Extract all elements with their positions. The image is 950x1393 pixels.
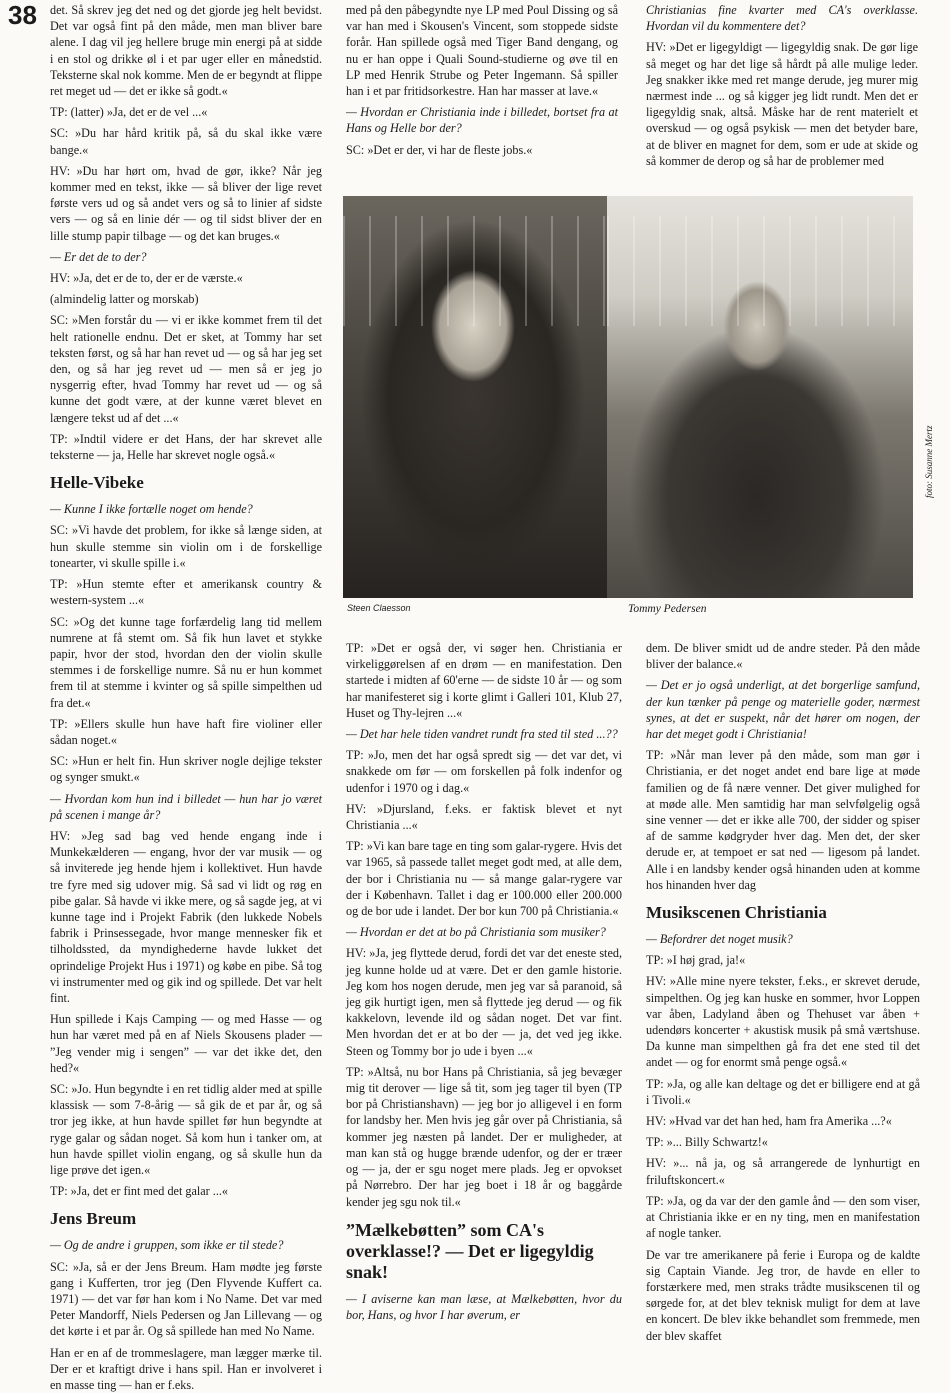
interviewer-question: — Hvordan er Christiania inde i billedet, bortset fra at Hans og Helle bor der?: [346, 105, 618, 136]
paragraph: TP: »Når man lever på den måde, som man gør i Christiania, er det noget andet end bare lige at møde familien og de få nære venner. Det giver mulighed for at møde alle. Men samtidig har man selvfølgelig også sine venner — det er ikke alle 700, der sidder og spiser af de samme kødgryder hver dag. Men det, der sker derude er, at tempoet er sat ned — ligesom på landet. Alle i en landsby kender også hinanden uden at komme hos hinanden hver dag: [646, 748, 920, 892]
paragraph: TP: »Vi kan bare tage en ting som galar-rygere. Hvis det var 1965, så passede tallet meget godt med, at alle dem, der bor i Christiania nu — så mange galar-rygere var der i København. Tallet i dag er 100.000 eller 200.000 og de bor ude i landet. Der bor kun 700 på Christiania.«: [346, 839, 622, 919]
paragraph: TP: (latter) »Ja, det er de vel ...«: [50, 105, 208, 120]
paragraph: HV: »Det er ligegyldigt — ligegyldig snak. De gør lige så meget og har det lige så hårdt på alle mulige leder. Jeg snakker ikke med ret mange derude, jeg murer mig nærmest inde ... og så kigger jeg lidt rundt. Men det er ligegyldig snak, altså. Måske har de rent materielt et overskud — og også psykisk — men det betyder bare, at de bliver en magnet for dem, som er ude at skide og så kommer de derop og så har de problemer med: [646, 40, 918, 168]
photo-background: [607, 216, 913, 326]
photo-caption-right: Tommy Pedersen: [628, 603, 707, 615]
paragraph: TP: »Ja, og da var der den gamle ånd — den som viser, at Christiania ikke er en ny ting, men en manifestation af nogle tanker.: [646, 1193, 920, 1241]
photo-credit: foto: Susanne Mertz: [924, 425, 934, 498]
section-heading: Jens Breum: [50, 1209, 137, 1229]
paragraph: TP: »Altså, nu bor Hans på Christiania, så jeg bevæger mig tit derover — lige så tit, som jeg tager til byen (TP bor på Christianshavn) — jeg bor jo alligevel i en form for landsby her. Men hvis jeg går over på Christiania, så kommer jeg næsten på landet. Der er muligheder, at man kan stå og hugge brænde udenfor, og der er træer og — ja, der er sgu noget mere plads. Jeg er opvokset på Nørrebro. Der har jeg boet i 18 år og baggårde kender jeg sgu nok til.«: [346, 1064, 622, 1209]
paragraph: dem. De bliver smidt ud de andre steder. På den måde bliver der balance.«: [646, 641, 920, 672]
interviewer-question: Christianias fine kvarter med CA's overklasse. Hvordan vil du kommentere det?: [646, 3, 918, 34]
paragraph: Hun spillede i Kajs Camping — og med Hasse — og hun har været med på en af Niels Skousens plader — ”Jeg vender mig i sengen” — var det ikke det, den hed?«: [50, 1012, 322, 1075]
page-number: 38: [8, 0, 37, 30]
article-column-2-top: [346, 2, 618, 170]
paragraph: HV: »Djursland, f.eks. er faktisk blevet et nyt Christiania ...«: [346, 801, 622, 833]
paragraph: SC: »Og det kunne tage forfærdelig lang tid mellem numrene at få stemt om. Så fik hun lavet et stykke papir, hvor der stod, hvordan den der violin skulle stemmes i de forskellige numre. Så nu er hun kommet frem til at stemme i kvinter og så spille simpelthen ud fra det.«: [50, 614, 322, 710]
photo-steen-claesson: [343, 196, 607, 598]
paragraph: TP: »I høj grad, ja!«: [646, 953, 746, 968]
paragraph: HV: »Ja, det er de to, der er de værste.«: [50, 271, 243, 286]
article-column-3-top: [646, 2, 918, 182]
interviewer-question: — Hvordan kom hun ind i billedet — hun har jo været på scenen i mange år?: [50, 791, 322, 822]
paragraph: det. Så skrev jeg det ned og det gjorde jeg helt bevidst. Det var også fint på den måde, men man bliver bare alene. I dag vil jeg hellere bruge min energi på at sidde i en stol og drikke øl i et par uger eller en månedstid. Teksterne skal nok komme. Men de er begyndt at flippe ret meget ud — det er ikke så godt.«: [50, 3, 322, 99]
interviewer-question: — I aviserne kan man læse, at Mælkebøtten, hvor du bor, Hans, og hvor I har øverum, er: [346, 1291, 622, 1322]
paragraph: HV: »Jeg sad bag ved hende engang inde i Munkekælderen — engang, hvor der var musik — og så inviterede jeg hende hjem i kollektivet. Hun havde tre fyre med sig udover mig. Så sad vi lidt og røg en pibe galar. Så havde vi ikke mere, og så sagde jeg, at vi kunne tage ind i Projekt Fabrik (den lukkede Nobels fabrik i Prinsessegade, hvor mange mennesker fik et tilholdssted, da myndighederne havde lukket det oprindelige Projekt Hus i 1971) og købe en pibe. Så tog vi instrumenter med og gik ind og spillede. Det var helt fint.: [50, 828, 322, 1005]
section-heading: Helle-Vibeke: [50, 473, 144, 493]
interviewer-question: — Er det de to der?: [50, 249, 147, 264]
paragraph: HV: »Ja, jeg flyttede derud, fordi det var det eneste sted, jeg kunne holde ud at være. Det er den gamle historie. Jeg kom hos nogen derude, men jeg var så paranoid, så jeg gik hurtigt igen, men så flyttede jeg derud — og fik kakkelovn, levende ild og sådan noget. Det var fint. Men hvordan det er at bo der — ja, det ved jeg ikke. Steen og Tommy bor jo ude i byen ...«: [346, 946, 622, 1058]
paragraph: HV: »Hvad var det han hed, ham fra Amerika ...?«: [646, 1114, 892, 1129]
paragraph: (almindelig latter og morskab): [50, 292, 199, 307]
paragraph: SC: »Jo. Hun begyndte i en ret tidlig alder med at spille klassisk — som 7-8-årig — så gik de et par år, og så tror jeg ikke, at hun havde spillet før hun begyndte at ryge galar og sådan noget. Så kom hun i tanker om, at hun havde spillet violin engang, og så skulle hun da lige prøve det igen.«: [50, 1081, 322, 1177]
article-column-3-bottom: [646, 640, 920, 1356]
paragraph: med på den påbegyndte nye LP med Poul Dissing og så var han med i Skousen's Vincent, som stoppede sidste forår. Han spillede også med Tiger Band dengang, og nu er han oppe i Quali Sound-studierne og øve til en LP med Henrik Strube og Peter Ingemann. Så spiller han i et par fritidsorkestre. Han har masser at lave.«: [346, 3, 618, 99]
interviewer-question: — Det har hele tiden vandret rundt fra sted til sted ...??: [346, 727, 618, 742]
paragraph: HV: »... nå ja, og så arrangerede de lynhurtigt en friluftskoncert.«: [646, 1156, 920, 1187]
section-heading: Musikscenen Christiania: [646, 903, 827, 923]
article-column-2-bottom: [346, 640, 622, 1356]
paragraph: TP: »Hun stemte efter et amerikansk country & western-system ...«: [50, 577, 322, 608]
interviewer-question: — Det er jo også underligt, at det borgerlige samfund, der kun tænker på penge og materielle goder, nærmest synes, at det er suspekt, når det hører om nogen, der har det meget godt i Christiania!: [646, 678, 920, 742]
paragraph: SC: »Men forstår du — vi er ikke kommet frem til det helt rationelle endnu. Det er sket, at Tommy har set teksten først, og så har han revet ud — og så har jeg set den, og så har jeg revet ud — men så er jeg jo nysgerrig efter, hvad Tommy har revet ud — og så kunne det godt være, at der kunne været blevet en længere tekst ud af det ...«: [50, 313, 322, 425]
paragraph: TP: »Indtil videre er det Hans, der har skrevet alle teksterne — ja, Helle har skrevet nogle også.«: [50, 431, 322, 463]
paragraph: HV: »Alle mine nyere tekster, f.eks., er skrevet derude, simpelthen. Og jeg kan huske en sommer, hvor Loppen var åben, Ladyland åben og Thehuset var åben + udendørs koncerter + akustisk musik på små værtshuse. Da kunne man simpelthen gå fra det ene sted til det andet — og for enormt små penge også.«: [646, 974, 920, 1070]
interviewer-question: — Og de andre i gruppen, som ikke er til stede?: [50, 1238, 284, 1253]
paragraph: TP: »Ja, det er fint med det galar ...«: [50, 1184, 229, 1199]
interviewer-question: — Hvordan er det at bo på Christiania som musiker?: [346, 925, 606, 940]
photo-tommy-pedersen: [607, 196, 913, 598]
paragraph: TP: »Ja, og alle kan deltage og det er billigere end at gå i Tivoli.«: [646, 1076, 920, 1107]
paragraph: Han er en af de trommeslagere, man lægger mærke til. Der er et kraftigt drive i hans spil. Han er involveret i en masse ting — han er f.eks.: [50, 1345, 322, 1393]
paragraph: HV: »Du har hørt om, hvad de gør, ikke? Når jeg kommer med en tekst, ikke — så bliver der lige revet første vers ud og så andet vers og så to linier af sidste vers — og så en linie dér — og til sidst bliver der en lille stump papir tilbage — og det kan bruges.«: [50, 163, 322, 243]
section-heading: ”Mælkebøtten” som CA's overklasse!? — Det er ligegyldig snak!: [346, 1219, 594, 1282]
photo-background: [343, 216, 607, 326]
interviewer-question: — Befordrer det noget musik?: [646, 932, 793, 947]
paragraph: SC: »Du har hård kritik på, så du skal ikke være bange.«: [50, 126, 322, 157]
paragraph: SC: »Ja, så er der Jens Breum. Ham mødte jeg første gang i Kufferten, tror jeg (Den Flyvende Kuffert ca. 1971) — det var før han kom i No Name. Det var med Peter Mandorff, Niels Pedersen og Jan Lillevang — og det kørte i et par år. Og så spillede han med No Name.: [50, 1259, 322, 1339]
paragraph: TP: »Jo, men det har også spredt sig — det var det, vi snakkede om før — om forskellen på folk indenfor og udenfor i 1970 og i dag.«: [346, 748, 622, 795]
paragraph: SC: »Vi havde det problem, for ikke så længe siden, at hun skulle stemme sin violin om i de forskellige tonearter, vi skulle spille i.«: [50, 523, 322, 570]
paragraph: TP: »... Billy Schwartz!«: [646, 1135, 768, 1150]
interviewer-question: — Kunne I ikke fortælle noget om hende?: [50, 502, 253, 517]
paragraph: TP: »Ellers skulle hun have haft fire violiner eller sådan noget.«: [50, 716, 322, 747]
photo-caption-left: Steen Claesson: [347, 603, 411, 613]
paragraph: SC: »Hun er helt fin. Hun skriver nogle dejlige tekster og synger smukt.«: [50, 754, 322, 785]
paragraph: TP: »Det er også der, vi søger hen. Christiania er virkeliggørelsen af en drøm — en manifestation. Den startede i midten af 60'erne — de sidste 10 år — og som har manifesteret sig i korte glimt i Galleri 101, Klub 27, Huset og Thy-lejren ...«: [346, 641, 622, 720]
article-column-1: [50, 2, 322, 1393]
paragraph: De var tre amerikanere på ferie i Europa og de kaldte sig Captain Viande. Jeg tror, de havde en eller to forstærkere med, men straks trådte musikscenen til og sørgede for, at det blev teknisk muligt for dem at lave en koncert. De blev ikke behandlet som fremmede, men der blev skaffet: [646, 1247, 920, 1343]
paragraph: SC: »Det er der, vi har de fleste jobs.«: [346, 142, 533, 157]
